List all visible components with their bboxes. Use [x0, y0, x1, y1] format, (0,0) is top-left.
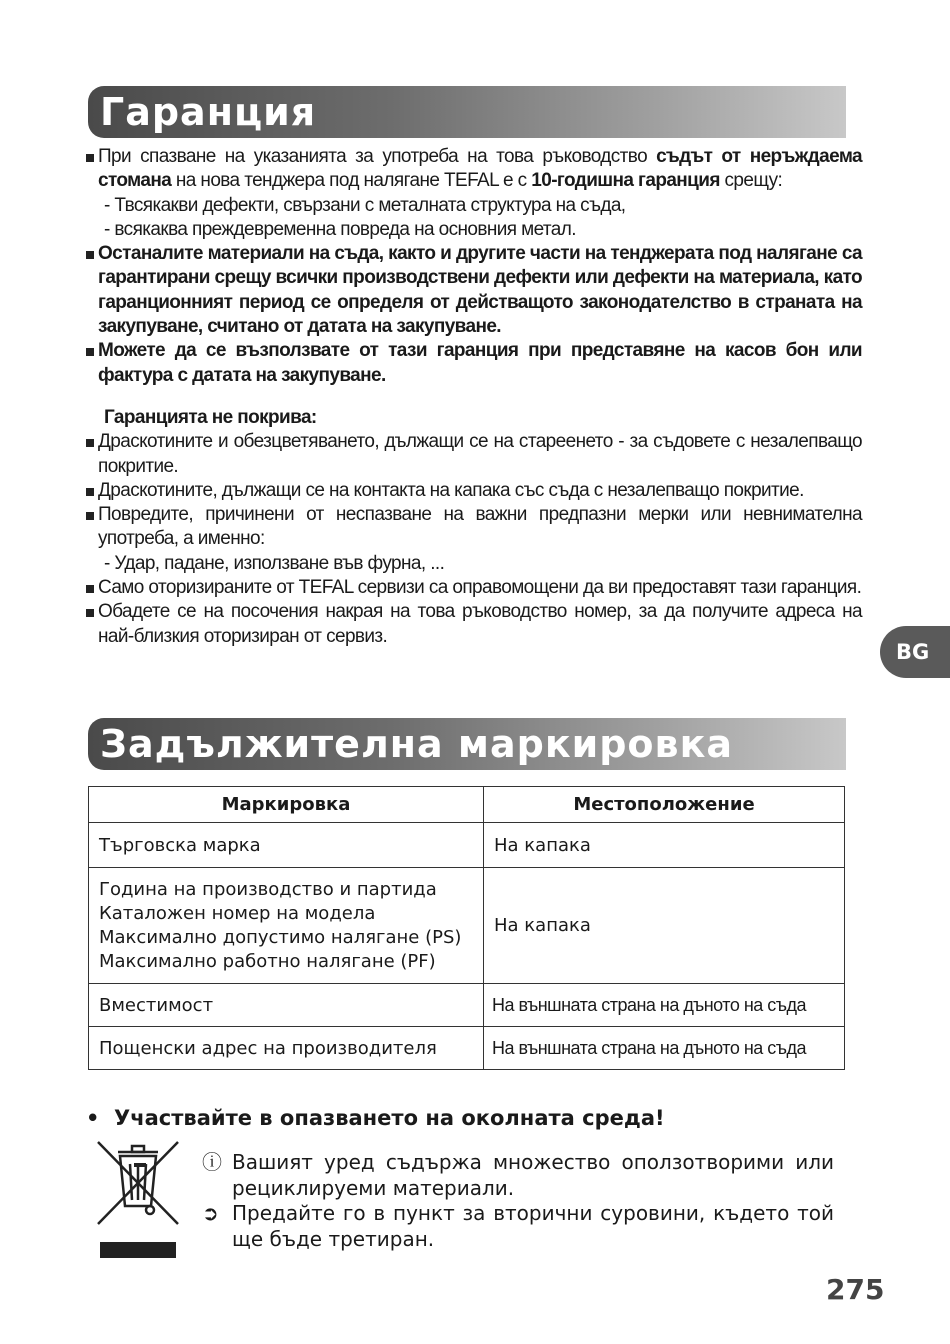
table-cell: Година на производство и партида Каталожен номер на модела Максимално допустимо налягане (PS) Максимално работно налягане (PF) — [89, 868, 484, 984]
marking-heading: Задължителна маркировка — [88, 718, 846, 770]
info-icon: ⓘ — [202, 1150, 222, 1174]
column-header: Маркировка — [89, 787, 484, 823]
not-covered-title: Гаранцията не покрива: — [104, 406, 317, 428]
table-cell: На капака — [484, 868, 845, 984]
list-item: Обадете се на посочения накрая на това ръководство номер, за да получите адреса на най-близкия оторизиран от сервиз. — [86, 600, 862, 649]
page-number: 275 — [826, 1273, 885, 1306]
table-cell: На външната страна на дъното на съда — [484, 1027, 845, 1070]
warranty-heading: Гаранция — [88, 86, 846, 138]
list-sub-item: - всякаква преждевременна повреда на основния метал. — [104, 218, 576, 240]
list-sub-item: - Твсякакви дефекти, свързани с металната структура на съда, — [104, 194, 626, 216]
list-item: Само оторизираните от TEFAL сервизи са оправомощени да ви предоставят тази гаранция. — [86, 576, 862, 600]
table-cell: Вместимост — [89, 984, 484, 1027]
table-row — [89, 823, 845, 868]
table-cell: На външната страна на дъното на съда — [484, 984, 845, 1027]
crossed-out-wheelie-bin-icon — [96, 1140, 180, 1260]
table-cell: Търговска марка — [89, 823, 484, 868]
marking-table — [88, 786, 845, 1070]
recycle-line: ➲ Предайте го в пункт за вторични суровини, където той ще бъде третиран. — [202, 1201, 834, 1251]
warranty-body — [86, 145, 862, 649]
list-item: Драскотините, дължащи се на контакта на капака със съда с незалепващо покритие. — [86, 479, 862, 503]
list-item: При спазване на указанията за употреба на това ръководство съдът от неръждаема стомана на нова тенджера под налягане TEFAL е с 10-годишна гаранция срещу: — [86, 145, 862, 194]
table-row — [89, 1027, 845, 1070]
column-header: Местоположение — [484, 787, 845, 823]
arrow-icon: ➲ — [202, 1201, 219, 1225]
environment-title: • Участвайте в опазването на околната среда! — [86, 1106, 665, 1130]
table-cell: Пощенски адрес на производителя — [89, 1027, 484, 1070]
table-row — [89, 868, 845, 984]
list-item: Можете да се възползвате от тази гаранция при представяне на касов бон или фактура с датата на закупуване. — [86, 339, 862, 388]
language-tab: BG — [880, 626, 950, 678]
list-item: Драскотините и обезцветяването, дължащи се на стареенето - за съдовете с незалепващо покритие. — [86, 430, 862, 479]
table-cell: На капака — [484, 823, 845, 868]
environment-text — [200, 1150, 834, 1252]
table-row — [89, 984, 845, 1027]
table-header-row — [89, 787, 845, 823]
list-item: Останалите материали на съда, както и другите части на тенджерата под налягане са гарантирани срещу всички производствени дефекти или дефекти на материала, като гаранционният период се определя от действащото законодателство в страната на закупуване, считано от датата на закупуване. — [86, 242, 862, 339]
list-sub-item: - Удар, падане, използване във фурна, ... — [104, 552, 445, 574]
info-line: ⓘ Вашият уред съдържа множество оползотворими или рециклируеми материали. — [202, 1150, 834, 1200]
list-item: Повредите, причинени от неспазване на важни предпазни мерки или невнимателна употреба, а именно: — [86, 503, 862, 552]
